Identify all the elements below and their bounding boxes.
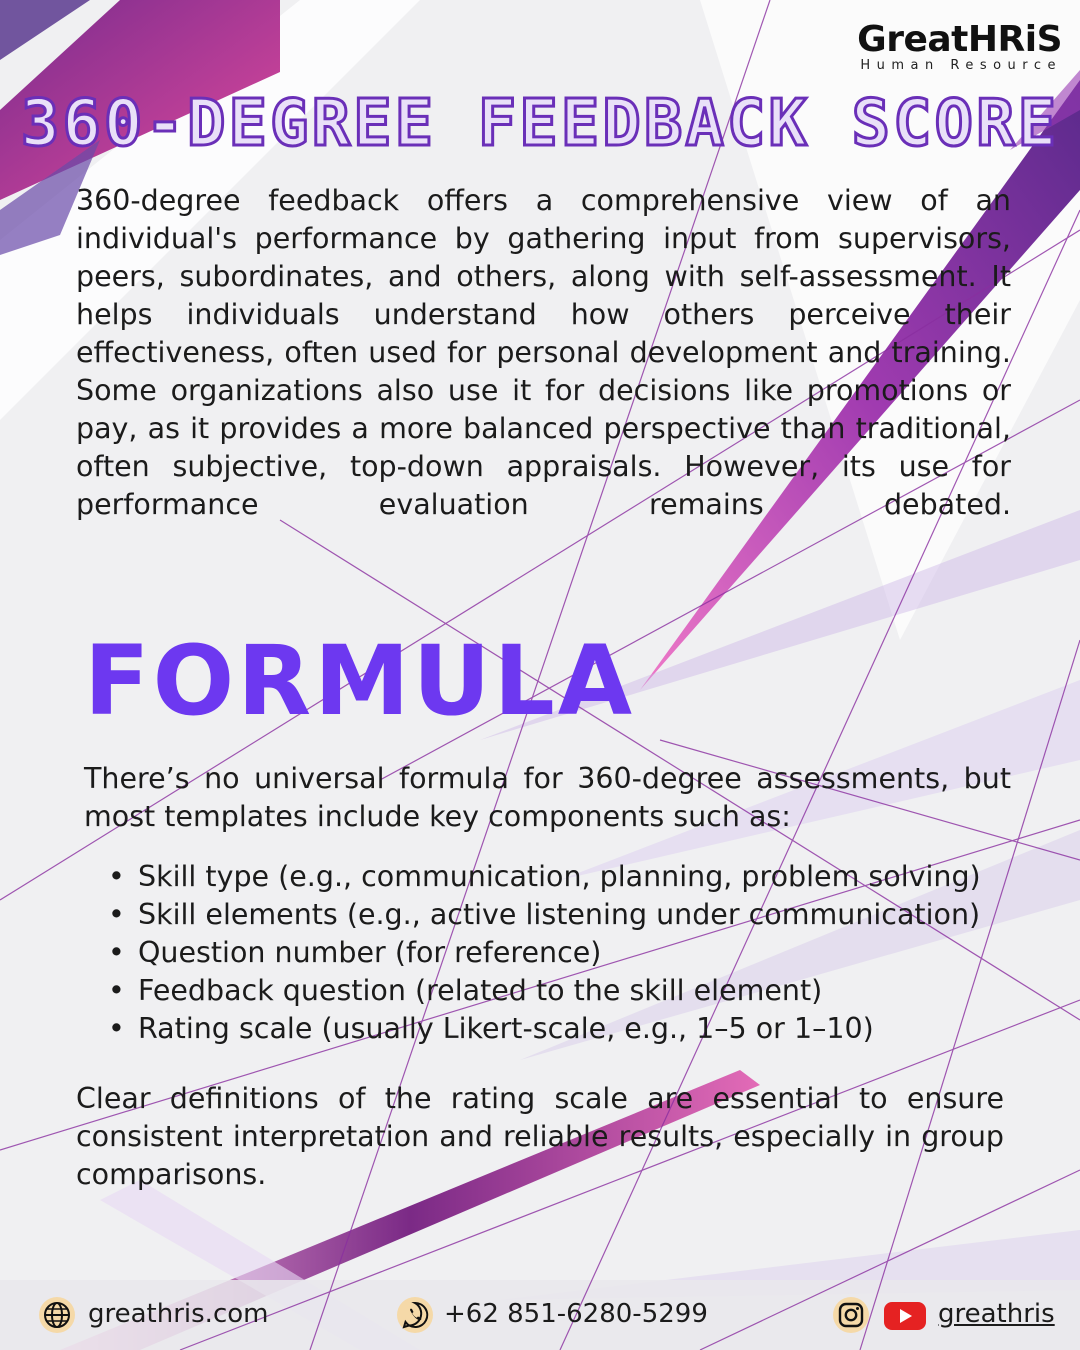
footer-bar	[0, 1280, 1080, 1350]
list-item: • Rating scale (usually Likert-scale, e.g., 1–5 or 1–10)	[108, 1010, 1038, 1048]
brand-tagline: Human Resource	[860, 58, 1062, 73]
instagram-icon[interactable]	[832, 1296, 870, 1334]
list-item: • Feedback question (related to the skill element)	[108, 972, 1038, 1010]
brand-name: GreatHRiS	[857, 19, 1062, 60]
list-item: • Question number (for reference)	[108, 934, 1038, 972]
page-title: 360-DEGREE FEEDBACK SCORE	[20, 87, 1060, 161]
intro-paragraph: 360-degree feedback offers a comprehensive view of an individual's performance by gathering input from supervisors, peers, subordinates, and others, along with self-assessment. It helps individuals understand how others perceive their effectiveness, often used for personal development and training. Some organizations also use it for decisions like promotions or pay, as it provides a more balanced perspective than traditional, often subjective, top-down appraisals. However, its use for performance evaluation remains debated.	[76, 184, 1011, 521]
list-item: • Skill elements (e.g., active listening under communication)	[108, 896, 1038, 934]
formula-heading: FORMULA	[84, 625, 636, 737]
brand-logo	[852, 20, 1062, 74]
closing-paragraph: Clear definitions of the rating scale are essential to ensure consistent interpretation and reliable results, especially in group comparisons.	[76, 1082, 1004, 1191]
list-item: • Skill type (e.g., communication, planning, problem solving)	[108, 858, 1038, 896]
globe-icon	[38, 1296, 76, 1334]
phone-link[interactable]: +62 851-6280-5299	[444, 1299, 708, 1329]
youtube-icon[interactable]	[882, 1296, 928, 1334]
components-list	[108, 858, 1038, 1048]
social-handle-link[interactable]: greathris	[938, 1299, 1055, 1329]
website-link[interactable]: greathris.com	[88, 1299, 269, 1329]
formula-intro-paragraph: There’s no universal formula for 360-degree assessments, but most templates include key components such as:	[84, 762, 1011, 833]
whatsapp-icon	[396, 1296, 434, 1334]
